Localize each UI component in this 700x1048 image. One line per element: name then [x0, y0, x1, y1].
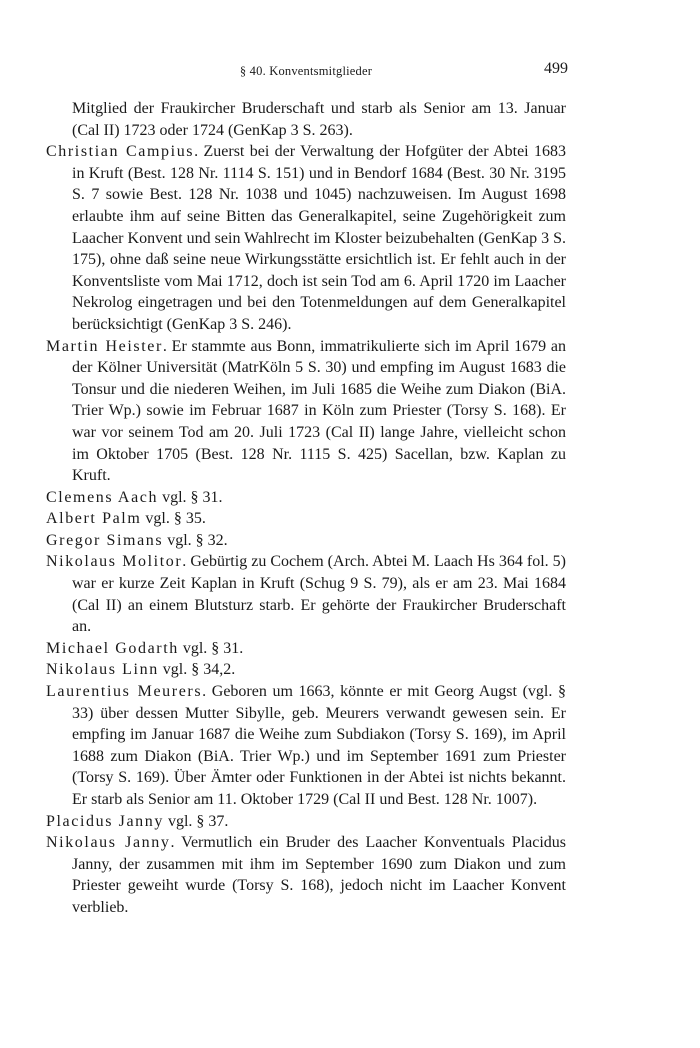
entry-text: . Er stammte aus Bonn, immatrikulierte sich im April 1679 an der Kölner Universität (MatrKöln 5 S. 30) und empfing im August 1683 die Tonsur und die niederen Weihen, im Juli 1685 die Weihe zum Diakon (BiA. Trier Wp.) sowie im Februar 1687 in Köln zum Priester (Torsy S. 168). Er war vor seinem Tod am 20. Juli 1723 (Cal II) lange Jahre, vielleicht schon im Oktober 1705 (Best. 128 Nr. 1115 S. 425) Sacellan, bzw. Kaplan zu Kruft.	[72, 337, 566, 485]
running-title: § 40. Konventsmitglieder	[239, 64, 373, 78]
entry-name: Clemens Aach	[46, 488, 159, 506]
entry-clemens-aach	[46, 487, 566, 509]
entry-name: Martin Heister	[46, 337, 163, 355]
entry-text: . Vermutlich ein Bruder des Laacher Konventuals Placidus Janny, der zusammen mit ihm im September 1690 zum Diakon und zum Priester geweiht wurde (Torsy S. 168), jedoch nicht im Laacher Konvent verblieb.	[72, 834, 566, 916]
entry-name: Christian Campius	[46, 143, 195, 161]
entry-text: vgl. § 34,2.	[158, 661, 236, 679]
entry-laurentius-meurers	[46, 681, 566, 811]
entry-text: . Gebürtig zu Cochem (Arch. Abtei M. Laach Hs 364 fol. 5) war er kurze Zeit Kaplan in Kruft (Schug 9 S. 79), als er am 23. Mai 1684 (Cal II) an einem Blutsturz starb. Er gehörte der Fraukircher Bruderschaft an.	[72, 553, 567, 636]
entry-name: Nikolaus Molitor	[46, 553, 183, 571]
page-body	[46, 98, 566, 919]
entry-continuation	[46, 98, 566, 141]
page-header	[46, 60, 566, 84]
entry-name: Gregor Simans	[46, 531, 164, 549]
entry-christian-campius	[46, 141, 566, 335]
entry-name: Placidus Janny	[46, 812, 164, 830]
entry-text: vgl. § 35.	[141, 510, 206, 528]
entry-nikolaus-linn	[46, 659, 566, 681]
entry-text: Mitglied der Fraukircher Bruderschaft und starb als Senior am 13. Januar (Cal II) 1723 oder 1724 (GenKap 3 S. 263).	[72, 100, 566, 139]
entry-name: Laurentius Meurers	[46, 683, 203, 701]
entry-text: vgl. § 32.	[163, 531, 228, 549]
entry-nikolaus-molitor	[46, 551, 566, 637]
entry-albert-palm	[46, 508, 566, 530]
entry-text: vgl. § 37.	[163, 812, 229, 830]
entry-name: Nikolaus Janny	[46, 834, 171, 852]
entry-gregor-simans	[46, 530, 566, 552]
entry-nikolaus-janny	[46, 832, 566, 918]
entry-michael-godarth	[46, 638, 566, 660]
page-number: 499	[544, 60, 568, 77]
entry-name: Nikolaus Linn	[46, 661, 159, 679]
entry-name: Albert Palm	[46, 510, 142, 528]
entry-text: . Zuerst bei der Verwaltung der Hofgüter der Abtei 1683 in Kruft (Best. 128 Nr. 1114 S. 151) und in Bendorf 1684 (Best. 30 Nr. 3195 S. 7 sowie Best. 128 Nr. 1038 und 1045) nachzuweisen. Im August 1698 erlaubte ihm auf seine Bitten das Generalkapitel, seine Zugehörigkeit zum Laacher Konvent und sein Wahlrecht im Kloster beizubehalten (GenKap 3 S. 175), ohne daß seine neue Wirkungsstätte ersichtlich ist. Er fehlt auch in der Konventsliste vom Mai 1712, doch ist sein Tod am 6. April 1720 im Laacher Nekrolog eingetragen und bei den Totenmeldungen auf dem Generalkapitel berücksichtigt (GenKap 3 S. 246).	[72, 143, 566, 333]
entry-text: vgl. § 31.	[158, 488, 223, 506]
entry-text: vgl. § 31.	[178, 639, 244, 657]
entry-martin-heister	[46, 336, 566, 487]
entry-text: . Geboren um 1663, könnte er mit Georg Augst (vgl. § 33) über dessen Mutter Sibylle, geb. Meurers verwandt gewesen sein. Er empfing im Januar 1687 die Weihe zum Subdiakon (Torsy S. 169), im April 1688 zum Diakon (BiA. Trier Wp.) und im September 1691 zum Priester (Torsy S. 169). Über Ämter oder Funktionen in der Abtei ist nichts bekannt. Er starb als Senior am 11. Oktober 1729 (Cal II und Best. 128 Nr. 1007).	[72, 683, 566, 808]
entry-name: Michael Godarth	[46, 639, 179, 657]
entry-placidus-janny	[46, 811, 566, 833]
